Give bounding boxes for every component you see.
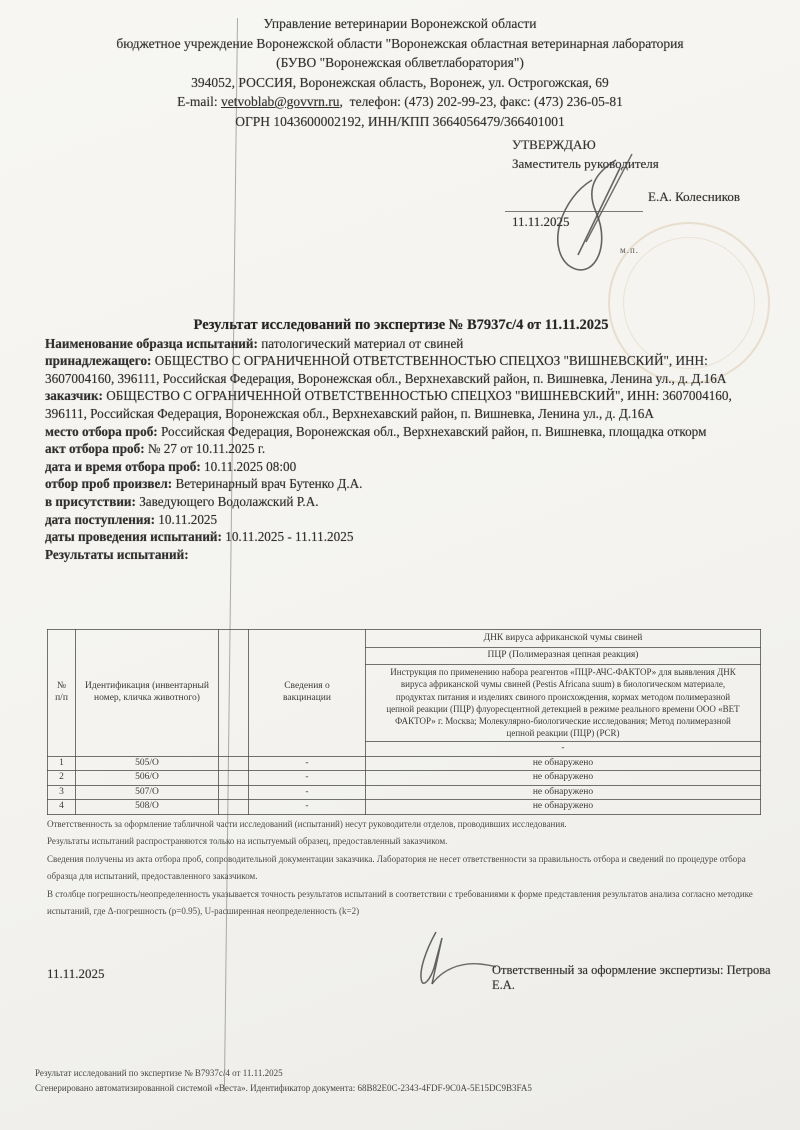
row-id: 505/О xyxy=(76,756,219,771)
document-body xyxy=(45,317,757,563)
field-owner xyxy=(45,352,757,387)
field-label: место отбора проб: xyxy=(45,423,158,439)
letterhead-ogrn: ОГРН 1043600002192, ИНН/КПП 3664056479/366401001 xyxy=(235,113,565,129)
field-receipt-date xyxy=(45,511,757,529)
field-value: ОБЩЕСТВО С ОГРАНИЧЕННОЙ ОТВЕТСТВЕННОСТЬЮ СПЕЦХОЗ "ВИШНЕВСКИЙ", ИНН: 3607004160, 396111, Российская Федерация, Воронежская обл., Верхнехавский район, п. Вишневка, Ленина ул., д. Д.16А xyxy=(45,353,727,386)
field-value: 10.11.2025 xyxy=(154,511,218,527)
row-empty xyxy=(219,800,249,815)
row-vaccination: - xyxy=(249,756,366,771)
col-header-vaccination: Сведения о вакцинации xyxy=(249,630,366,757)
responsible-label: Ответственный за оформление экспертизы: Петрова Е.А. xyxy=(492,963,771,992)
footnotes xyxy=(47,816,759,920)
field-sampling-place xyxy=(45,423,757,441)
field-label: отбор проб произвел: xyxy=(45,476,173,492)
approval-date: 11.11.2025 xyxy=(512,214,570,229)
field-label: Результаты испытаний: xyxy=(45,546,189,562)
letterhead-line-2: бюджетное учреждение Воронежской области "Воронежская областная ветеринарная лаборатория xyxy=(116,35,684,51)
footnote: В столбце погрешность/неопределенность указывается точность результатов испытаний в соответствии с требованиями к форме представления результатов анализа согласно методике испытаний, где Δ-погрешность (p=0.95), U-расширенная неопределенность (k=2) xyxy=(47,888,753,917)
document-title: Результат исследований по экспертизе № В7937с/4 от 11.11.2025 xyxy=(193,317,609,333)
table-row xyxy=(48,756,761,771)
field-value: Ветеринарный врач Бутенко Д.А. xyxy=(172,476,363,492)
letterhead-contacts xyxy=(0,92,800,112)
results-heading xyxy=(45,546,757,564)
row-vaccination: - xyxy=(249,800,366,815)
field-sampling-datetime xyxy=(45,458,757,476)
field-witness xyxy=(45,493,757,511)
field-customer xyxy=(45,387,757,422)
row-num: 1 xyxy=(48,756,76,771)
letterhead-line-1: Управление ветеринарии Воронежской области xyxy=(263,16,537,31)
col-header-num: № п/п xyxy=(48,630,76,757)
field-sample-name xyxy=(45,335,757,353)
row-empty xyxy=(219,771,249,786)
table-row xyxy=(48,800,761,815)
row-id: 506/О xyxy=(76,771,219,786)
test-instruction: Инструкция по применению набора реагентов «ПЦР-АЧС-ФАКТОР» для выявления ДНК вируса африканской чумы свиней (Pestis Africana suum) в биологическом материале, продуктах питания и изделиях свиного происхождения, кормах методом полимеразной цепной реакции (ПЦР) флуоресцентной детекцией в режиме реального времени ООО «ВЕТ ФАКТОР» г. Москва; Молекулярно-биологические исследования; Метод полимеразной цепной реакции (ПЦР) (PCR) xyxy=(366,665,761,742)
table-row xyxy=(48,771,761,786)
row-vaccination: - xyxy=(249,785,366,800)
seal-placeholder-label: м.п. xyxy=(620,245,640,255)
table-row xyxy=(48,785,761,800)
field-sampler xyxy=(45,475,757,493)
row-result: не обнаружено xyxy=(366,785,761,800)
approval-heading: УТВЕРЖДАЮ xyxy=(512,137,596,152)
field-value: Российская Федерация, Воронежская обл., Верхнехавский район, п. Вишневка, площадка откорм xyxy=(157,423,707,439)
footnote: Ответственность за оформление табличной части исследований (испытаний) несут руководители отделов, проводивших исследования. xyxy=(47,819,567,829)
footnote: Результаты испытаний распространяются только на испытуемый образец, предоставленный заказчиком. xyxy=(47,836,448,847)
field-label: заказчик: xyxy=(45,388,103,404)
row-empty xyxy=(219,785,249,800)
col-header-identification: Идентификация (инвентарный номер, кличка животного) xyxy=(76,630,219,757)
email-label: E-mail: xyxy=(177,94,218,109)
results-table xyxy=(47,629,761,815)
row-result: не обнаружено xyxy=(366,756,761,771)
field-label: в присутствии: xyxy=(45,493,136,509)
row-id: 507/О xyxy=(76,785,219,800)
letterhead xyxy=(0,14,800,131)
footer-expertise-ref: Результат исследований по экспертизе № В7937с/4 от 11.11.2025 xyxy=(35,1068,283,1078)
field-value: ОБЩЕСТВО С ОГРАНИЧЕННОЙ ОТВЕТСТВЕННОСТЬЮ СПЕЦХОЗ "ВИШНЕВСКИЙ", ИНН: 3607004160, 396111, Российская Федерация, Воронежская обл., Верхнехавский район, п. Вишневка, Ленина ул., д. Д.16А xyxy=(45,388,732,421)
test-group-header: ДНК вируса африканской чумы свиней xyxy=(366,630,761,648)
row-vaccination: - xyxy=(249,771,366,786)
document-footer xyxy=(35,1066,775,1096)
phone-fax: , телефон: (473) 202-99-23, факс: (473) 236-05-81 xyxy=(339,94,623,109)
row-result: не обнаружено xyxy=(366,800,761,815)
field-label: дата и время отбора проб: xyxy=(45,458,201,474)
field-value: № 27 от 10.11.2025 г. xyxy=(144,441,266,457)
field-label: принадлежащего: xyxy=(45,353,152,369)
row-result: не обнаружено xyxy=(366,771,761,786)
field-label: Наименование образца испытаний: xyxy=(45,335,258,351)
email-value: vetvoblab@govvrn.ru xyxy=(221,94,340,109)
field-value: 10.11.2025 - 11.11.2025 xyxy=(221,529,354,545)
letterhead-address: 394052, РОССИЯ, Воронежская область, Воронеж, ул. Острогожская, 69 xyxy=(191,74,609,90)
signoff-date: 11.11.2025 xyxy=(47,966,105,981)
field-value: 10.11.2025 08:00 xyxy=(200,458,297,474)
approver-signature-line xyxy=(505,211,643,212)
row-empty xyxy=(219,756,249,771)
field-value: Заведующего Водолажский Р.А. xyxy=(135,493,319,509)
approver-position: Заместитель руководителя xyxy=(512,156,659,171)
row-num: 2 xyxy=(48,771,76,786)
field-label: акт отбора проб: xyxy=(45,441,145,457)
field-label: даты проведения испытаний: xyxy=(45,529,222,545)
field-testing-dates xyxy=(45,528,757,546)
col-header-empty xyxy=(219,630,249,757)
letterhead-line-3: (БУВО "Воронежская облветлаборатория") xyxy=(276,55,524,70)
row-id: 508/О xyxy=(76,800,219,815)
row-num: 4 xyxy=(48,800,76,815)
approver-name: Е.А. Колесников xyxy=(648,189,740,204)
footnote: Сведения получены из акта отбора проб, сопроводительной документации заказчика. Лаборатория не несет ответственности за правильность отбора и сведений по процедуре отбора образца для испытаний, предоставленного заказчиком. xyxy=(47,853,746,882)
field-value: патологический материал от свиней xyxy=(257,335,464,351)
test-subheader-dash: - xyxy=(366,741,761,756)
row-num: 3 xyxy=(48,785,76,800)
footer-generated-by: Сгенерировано автоматизированной системой «Веста». Идентификатор документа: 68B82E0C-2343-4FDF-9C0A-5E15DC9B3FA5 xyxy=(35,1083,532,1093)
field-sampling-act xyxy=(45,440,757,458)
test-method-header: ПЦР (Полимеразная цепная реакция) xyxy=(366,648,761,665)
responsible-signature xyxy=(408,930,498,990)
field-label: дата поступления: xyxy=(45,511,155,527)
